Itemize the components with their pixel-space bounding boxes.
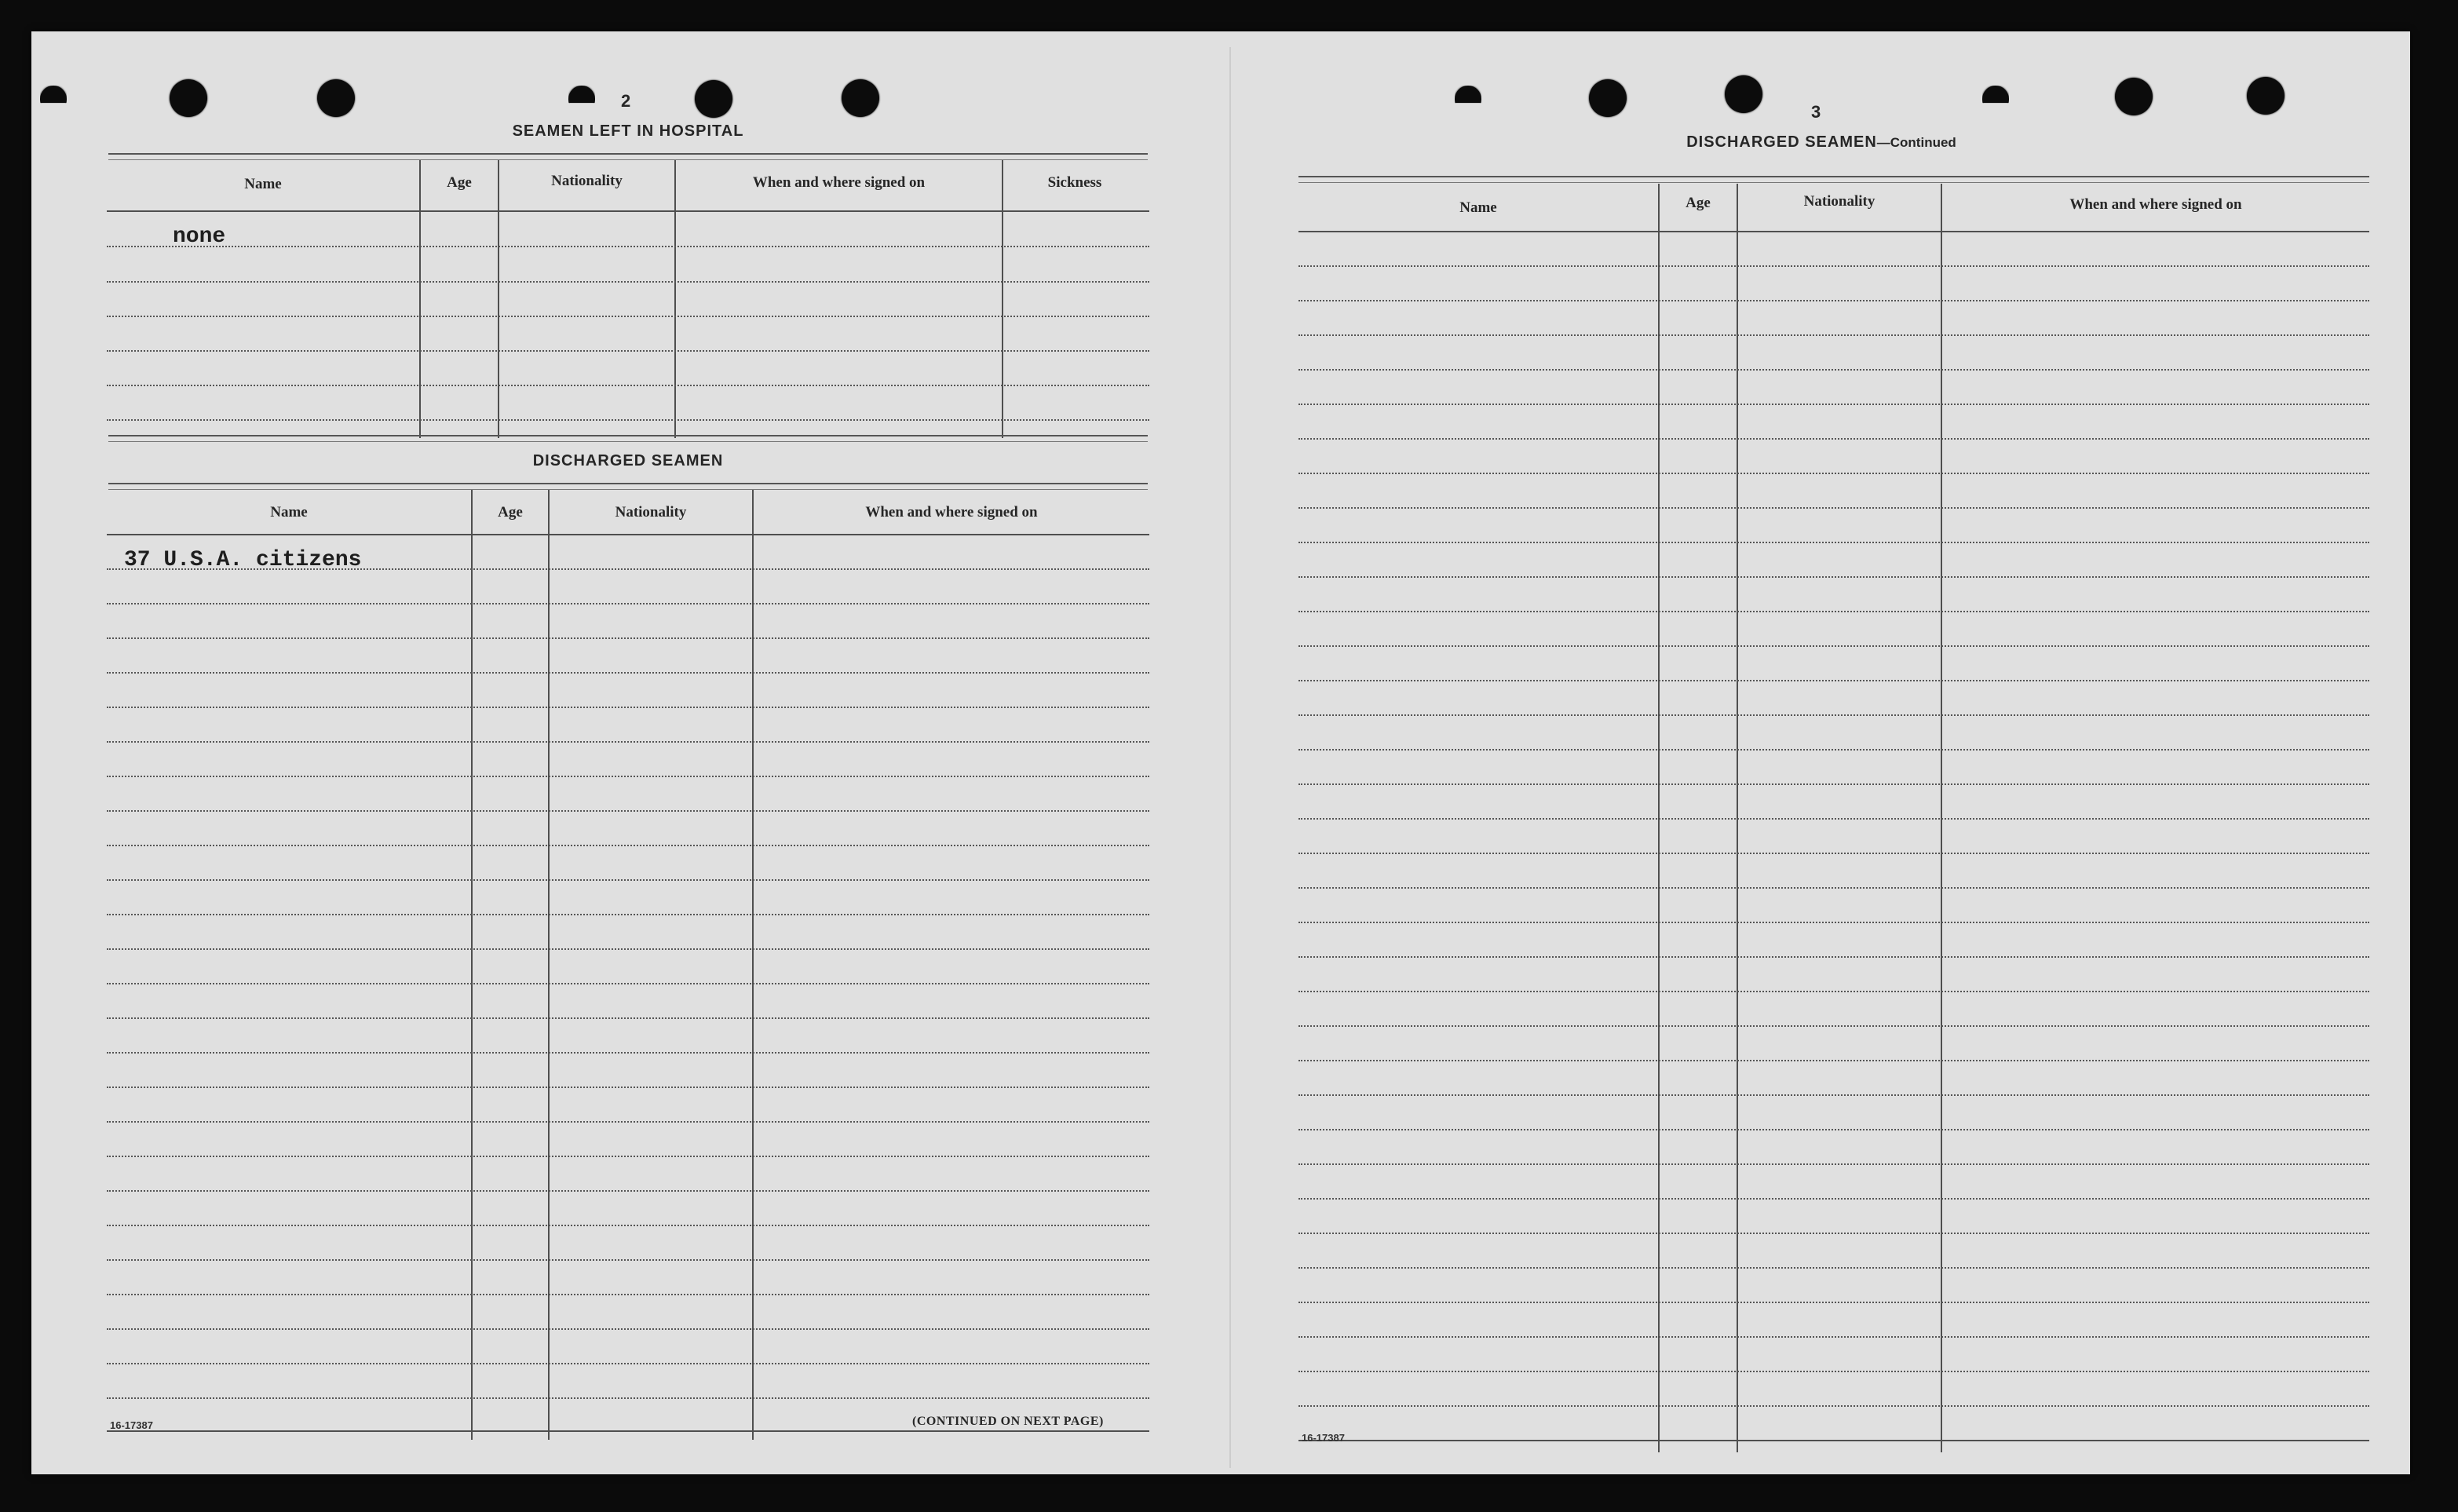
punch-hole (2247, 77, 2285, 115)
column-header-nationality: Nationality (1803, 193, 1875, 210)
header-rule (1298, 176, 2369, 183)
column-header-sickness: Sickness (1047, 174, 1102, 191)
page-number: 2 (621, 91, 631, 111)
column-header-name: Name (270, 504, 308, 520)
section-title (1641, 133, 2002, 152)
punch-hole (568, 86, 595, 112)
punch-hole (1982, 86, 2009, 112)
punch-hole (1589, 79, 1627, 117)
form-number: 16-17387 (1302, 1432, 1345, 1444)
continued-note: (CONTINUED ON NEXT PAGE) (912, 1415, 1104, 1428)
punch-hole (1725, 75, 1762, 113)
column-header-name: Name (244, 176, 282, 192)
column-header-signed-on: When and where signed on (2069, 196, 2242, 213)
punch-hole (695, 80, 732, 118)
hospital-entry: none (173, 225, 226, 249)
punch-hole (40, 86, 67, 112)
section-title: SEAMEN LEFT IN HOSPITAL (512, 122, 744, 140)
ledger-sheet (31, 31, 2410, 1474)
column-header-signed-on: When and where signed on (865, 504, 1038, 520)
column-header-signed-on: When and where signed on (752, 174, 926, 191)
column-header-age: Age (498, 504, 523, 520)
column-header-name: Name (1459, 199, 1497, 216)
page-gutter (1229, 47, 1231, 1468)
punch-hole (1455, 86, 1481, 112)
page-number: 3 (1811, 102, 1821, 122)
punch-hole (170, 79, 207, 117)
header-rule (108, 483, 1148, 490)
header-rule (108, 153, 1148, 160)
column-header-age: Age (1686, 195, 1711, 211)
punch-hole (317, 79, 355, 117)
column-header-age: Age (447, 174, 472, 191)
punch-hole (2115, 78, 2153, 115)
column-header-nationality: Nationality (615, 504, 687, 520)
section-title-text: DISCHARGED SEAMEN (1686, 133, 1877, 151)
column-header-nationality: Nationality (551, 173, 623, 189)
section-title-suffix: —Continued (1876, 135, 1956, 150)
section-title: DISCHARGED SEAMEN (532, 452, 724, 469)
form-number: 16-17387 (110, 1419, 153, 1431)
punch-hole (842, 79, 879, 117)
discharged-entry: 37 U.S.A. citizens (124, 548, 362, 572)
section-divider-rule (108, 435, 1148, 442)
